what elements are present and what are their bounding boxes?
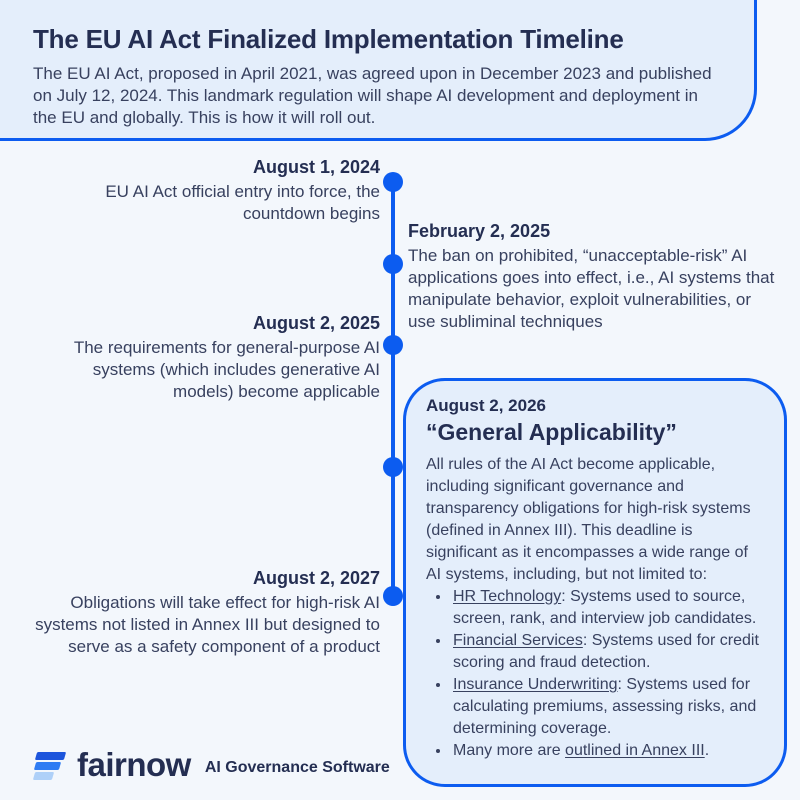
- event-text: The requirements for general-purpose AI systems (which includes generative AI models) become applicable: [73, 338, 380, 401]
- fairnow-logo-icon: [33, 751, 66, 780]
- header-description: The EU AI Act, proposed in April 2021, was agreed upon in December 2023 and published on July 12, 2024. This landmark regulation will shape AI development and deployment in the EU and globally. This is how it will roll out.: [33, 64, 712, 127]
- bullet-post: .: [704, 742, 710, 759]
- insurance-underwriting-link[interactable]: Insurance Underwriting: [453, 676, 618, 693]
- logo-bar-bottom: [33, 772, 54, 780]
- event-date: February 2, 2025: [408, 221, 551, 241]
- logo-bar-top: [35, 752, 66, 760]
- card-text: All rules of the AI Act become applicable, including significant governance and transparency obligations for high-risk systems (defined in Annex III). This deadline is significant as it encompasses a wide range of AI systems, including, but not limited to:: [426, 456, 751, 583]
- event-date: August 2, 2027: [252, 568, 380, 588]
- event-high-risk-obligations: [20, 566, 380, 658]
- header-panel: [0, 0, 757, 141]
- event-date: August 2, 2025: [252, 313, 380, 333]
- timeline-dot-feb-2025: [383, 254, 403, 274]
- card-bullet-list: [426, 586, 766, 762]
- brand-tagline: AI Governance Software: [204, 758, 390, 776]
- bullet-pre: Many more are: [453, 742, 566, 759]
- timeline-dot-aug-2027: [383, 586, 403, 606]
- event-general-applicability-card: [403, 378, 787, 787]
- page-title: The EU AI Act Finalized Implementation Timeline: [33, 24, 624, 54]
- event-date: August 1, 2024: [252, 157, 380, 177]
- card-heading: “General Applicability”: [426, 419, 677, 445]
- event-text: Obligations will take effect for high-risk AI systems not listed in Annex III but designed to serve as a safety component of a product: [35, 593, 380, 656]
- bullet-insurance-underwriting: [451, 674, 766, 740]
- bullet-annex-iii: [451, 740, 766, 762]
- financial-services-link[interactable]: Financial Services: [453, 632, 583, 649]
- timeline-dot-aug-2025: [383, 335, 403, 355]
- brand-footer: [33, 746, 390, 784]
- event-date: August 2, 2026: [426, 396, 546, 415]
- bullet-post: : Systems used for calculating premiums, assessing risks, and determining coverage.: [453, 676, 757, 737]
- header-content: [33, 23, 733, 129]
- event-gpai-requirements: [35, 311, 380, 403]
- bullet-hr-technology: [451, 586, 766, 630]
- bullet-post: : Systems used for credit scoring and fraud detection.: [453, 632, 759, 671]
- event-text: EU AI Act official entry into force, the countdown begins: [105, 182, 380, 223]
- timeline-dot-aug-2026: [383, 457, 403, 477]
- annex-iii-link[interactable]: outlined in Annex III: [565, 742, 705, 759]
- logo-bar-middle: [34, 762, 61, 770]
- hr-technology-link[interactable]: HR Technology: [453, 588, 562, 605]
- event-prohibited-ban: [408, 219, 776, 333]
- bullet-post: : Systems used to source, screen, rank, and interview job candidates.: [453, 588, 757, 627]
- event-text: The ban on prohibited, “unacceptable-risk” AI applications goes into effect, i.e., AI systems that manipulate behavior, exploit vulnerabilities, or use subliminal techniques: [408, 246, 775, 331]
- bullet-financial-services: [451, 630, 766, 674]
- timeline-dot-aug-2024: [383, 172, 403, 192]
- event-entry-into-force: [70, 155, 380, 225]
- brand-name: fairnow: [77, 746, 191, 783]
- timeline-line: [391, 182, 395, 596]
